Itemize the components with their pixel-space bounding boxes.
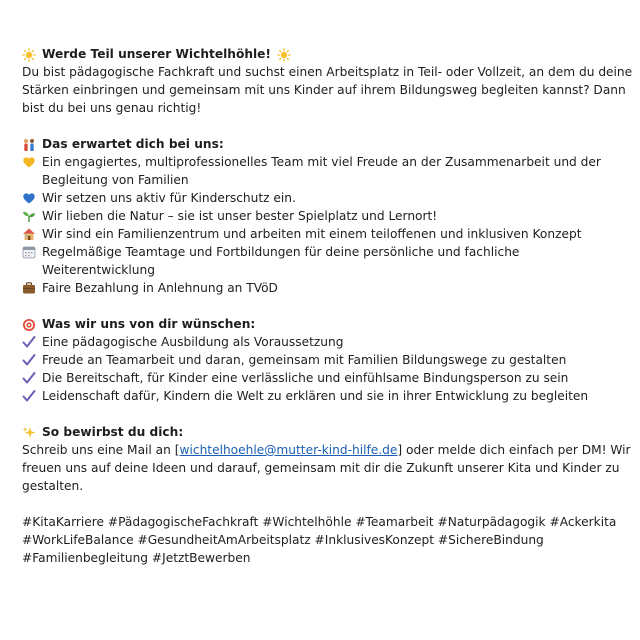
list-item bbox=[22, 351, 634, 369]
check-icon bbox=[22, 335, 36, 349]
target-icon bbox=[22, 318, 36, 332]
wishes-title: Was wir uns von dir wünschen: bbox=[42, 317, 256, 331]
wishes-item-text: Leidenschaft dafür, Kindern die Welt zu erklären und sie in ihrer Entwicklung zu begleiten bbox=[42, 389, 589, 403]
intro-title: Werde Teil unserer Wichtelhöhle! bbox=[42, 47, 271, 61]
email-link[interactable]: wichtelhoehle@mutter-kind-hilfe.de bbox=[179, 443, 398, 457]
list-item bbox=[22, 189, 634, 207]
list-item bbox=[22, 153, 634, 189]
apply-title: So bewirbst du dich: bbox=[42, 425, 184, 439]
offer-item-text: Ein engagiertes, multiprofessionelles Team mit viel Freude an der Zusammenarbeit und der Begleitung von Familien bbox=[42, 155, 601, 187]
sparkles-icon bbox=[22, 426, 36, 440]
offer-title: Das erwartet dich bei uns: bbox=[42, 137, 224, 151]
offer-heading bbox=[22, 135, 634, 153]
hashtags-line: #WorkLifeBalance #GesundheitAmArbeitsplatz #InklusivesKonzept #SichereBindung bbox=[22, 533, 544, 547]
list-item bbox=[22, 369, 634, 387]
offer-section bbox=[22, 135, 634, 297]
calendar-icon bbox=[22, 245, 36, 259]
list-item bbox=[22, 225, 634, 243]
list-item bbox=[22, 279, 634, 297]
apply-section bbox=[22, 423, 634, 495]
list-item bbox=[22, 387, 634, 405]
check-icon bbox=[22, 389, 36, 403]
list-item bbox=[22, 243, 634, 279]
apply-text bbox=[22, 441, 634, 495]
wishes-item-text: Eine pädagogische Ausbildung als Voraussetzung bbox=[42, 335, 344, 349]
wishes-section bbox=[22, 315, 634, 405]
intro-heading bbox=[22, 45, 634, 63]
offer-item-text: Wir setzen uns aktiv für Kinderschutz ein. bbox=[42, 191, 296, 205]
briefcase-icon bbox=[22, 281, 36, 295]
house-icon bbox=[22, 227, 36, 241]
blue-heart-icon bbox=[22, 191, 36, 205]
hashtags-section bbox=[22, 513, 634, 567]
yellow-heart-icon bbox=[22, 155, 36, 169]
family-icon bbox=[22, 138, 36, 152]
intro-section bbox=[22, 45, 634, 117]
offer-item-text: Wir lieben die Natur – sie ist unser bester Spielplatz und Lernort! bbox=[42, 209, 438, 223]
offer-item-text: Wir sind ein Familienzentrum und arbeiten mit einem teiloffenen und inklusiven Konzept bbox=[42, 227, 582, 241]
offer-item-text: Faire Bezahlung in Anlehnung an TVöD bbox=[42, 281, 278, 295]
check-icon bbox=[22, 371, 36, 385]
sun-icon bbox=[277, 48, 291, 62]
hashtags-line: #Familienbegleitung #JetztBewerben bbox=[22, 551, 251, 565]
intro-text: Du bist pädagogische Fachkraft und suchst einen Arbeitsplatz in Teil- oder Vollzeit, an dem du deine Stärken einbringen und gemeinsam mit uns Kinder auf ihrem Bildungsweg begleiten kannst? Dann bist du bei uns genau richtig! bbox=[22, 65, 633, 115]
apply-text-before: Schreib uns eine Mail an [ bbox=[22, 443, 180, 457]
check-icon bbox=[22, 353, 36, 367]
seedling-icon bbox=[22, 209, 36, 223]
offer-item-text: Regelmäßige Teamtage und Fortbildungen für deine persönliche und fachliche Weiterentwicklung bbox=[42, 245, 520, 277]
list-item bbox=[22, 207, 634, 225]
list-item bbox=[22, 333, 634, 351]
wishes-item-text: Freude an Teamarbeit und daran, gemeinsam mit Familien Bildungswege zu gestalten bbox=[42, 353, 567, 367]
apply-text-after: ] oder melde dich einfach per DM! Wir freuen uns auf deine Ideen und darauf, gemeinsam mit dir die Zukunft unserer Kita und Kinder zu gestalten. bbox=[22, 443, 631, 493]
wishes-item-text: Die Bereitschaft, für Kinder eine verlässliche und einfühlsame Bindungsperson zu sein bbox=[42, 371, 569, 385]
hashtags-line: #KitaKarriere #PädagogischeFachkraft #Wichtelhöhle #Teamarbeit #Naturpädagogik #Ackerkita bbox=[22, 515, 617, 529]
apply-heading bbox=[22, 423, 634, 441]
post-content bbox=[22, 45, 634, 585]
wishes-heading bbox=[22, 315, 634, 333]
sun-icon bbox=[22, 48, 36, 62]
